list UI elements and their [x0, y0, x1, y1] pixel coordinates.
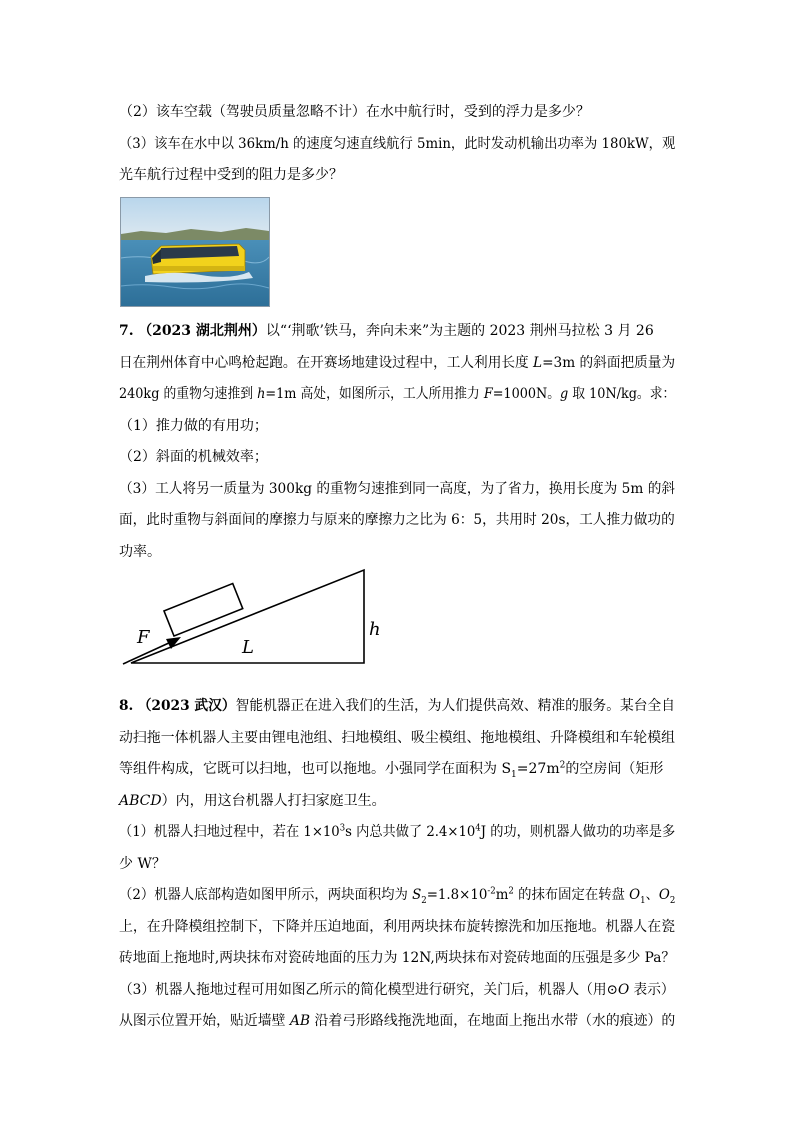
q7-subquestion-3-line1: （3）工人将另一质量为 300kg 的重物匀速推到同一高度，为了省力，换用长度为 5m 的斜 [119, 481, 676, 497]
q7-subquestion-3-line3: 功率。 [119, 544, 161, 560]
q8-subquestion-2-line3: 砖地面上拖地时,两块抹布对瓷砖地面的压力为 12N,两块抹布对瓷砖地面的压强是多少 Pa？ [119, 950, 676, 966]
q7-number: 7. [119, 323, 134, 339]
q7-text: 以“‘荆歌’铁马，奔向未来”为主题的 2023 荆州马拉松 3 月 26 [265, 323, 654, 339]
q6-subquestion-3-line2: 光车航行过程中受到的阻力是多少？ [119, 167, 343, 183]
q7-subquestion-2: （2）斜面的机械效率； [119, 449, 268, 465]
q8-subquestion-1-line2: 少 W？ [119, 856, 166, 872]
q8-number: 8. [119, 698, 134, 714]
q8-subquestion-3-line2: 从图示位置开始，贴近墙壁 AB 沿着弓形路线拖洗地面，在地面上拖出水带（水的痕迹）的 [119, 1013, 676, 1029]
block [164, 583, 243, 636]
q6-subquestion-2: （2）该车空载（驾驶员质量忽略不计）在水中航行时，受到的浮力是多少？ [119, 104, 590, 120]
q7-stem-line1 [119, 321, 654, 341]
q8-subquestion-1-line1: （1）机器人扫地过程中，若在 $1\times 10^3s$ 内总共做了 $2.4\times 10^4J$ 的功，则机器人做功的功率是多 [119, 823, 676, 840]
inclined-plane-diagram [119, 565, 379, 675]
label-F: F [137, 627, 150, 648]
q7-stem-line2: 日在荆州体育中心鸣枪起跑。在开赛场地建设过程中，工人利用长度 L=3m 的斜面把质量为 [119, 355, 676, 371]
q8-stem-line1 [119, 696, 675, 716]
q7-subquestion-3-line2: 面，此时重物与斜面间的摩擦力与原来的摩擦力之比为 6：5，共用时 20s，工人推力做功的 [119, 512, 675, 528]
q6-subquestion-3-line1: （3）该车在水中以 36km/h 的速度匀速直线航行 5min，此时发动机输出功率为 180kW，观 [119, 136, 676, 152]
q8-source: （2023 武汉） [137, 698, 236, 714]
q7-source: （2023 湖北荆州） [138, 323, 266, 339]
force-arrow-head [166, 637, 181, 649]
q7-subquestion-1: （1）推力做的有用功； [119, 418, 268, 434]
q8-stem-line3: 等组件构成，它既可以扫地，也可以拖地。小强同学在面积为 $S_1=27m^2$的空房间（矩形 [119, 760, 664, 780]
q8-stem-line4: ABCD）内，用这台机器人打扫家庭卫生。 [119, 793, 386, 809]
label-L: L [242, 637, 254, 658]
amphibious-bus-photo [120, 197, 270, 307]
q8-subquestion-2-line2: 上，在升降模组控制下，下降并压迫地面，利用两块抹布旋转擦洗和加压拖地。机器人在瓷 [119, 919, 675, 935]
q8-stem-line2: 动扫拖一体机器人主要由锂电池组、扫地模组、吸尘模组、拖地模组、升降模组和车轮模组 [119, 730, 675, 746]
label-h: h [369, 619, 381, 640]
q8-subquestion-2-line1: （2）机器人底部构造如图甲所示，两块面积均为 $S_2=1.8\times 10^{-2}m^2$ 的抹布固定在转盘 $O_1$、$O_2$ [119, 886, 676, 906]
q8-subquestion-3-line1: （3）机器人拖地过程可用如图乙所示的简化模型进行研究，关门后，机器人（用⊙O 表示） [119, 982, 675, 998]
q8-text: 智能机器正在进入我们的生活，为人们提供高效、精准的服务。某台全自 [235, 698, 675, 714]
q7-stem-line3: 240kg 的重物匀速推到 h=1m 高处，如图所示，工人所用推力 F=1000N。g 取 10N/kg。求： [119, 386, 676, 402]
